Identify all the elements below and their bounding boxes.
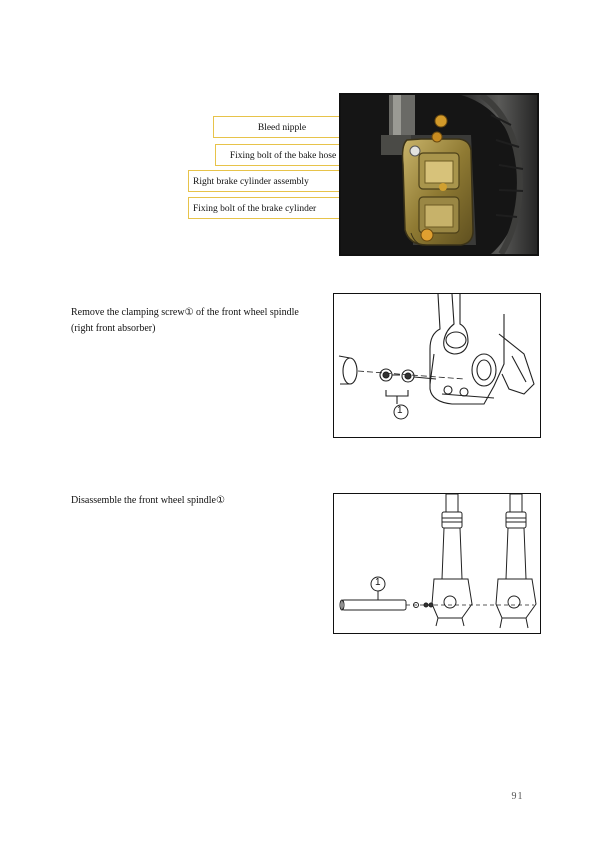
brake-caliper-photo [339,93,539,256]
step-text-line: Remove the clamping screw① of the front wheel spindle [71,307,299,318]
front-wheel-spindle-figure [333,493,541,634]
step-text-line: (right front absorber) [71,323,156,334]
step-remove-clamping-screw [71,305,331,337]
step-disassemble-spindle: Disassemble the front wheel spindle① [71,495,225,506]
callout-bleed-nipple: Bleed nipple [213,116,351,138]
fork-bottom-drawing [334,294,539,436]
callout-cylinder-fixing-bolt: Fixing bolt of the brake cylinder [188,197,346,219]
brake-caliper-illustration [341,95,537,254]
front-fork-spindle-drawing [334,494,539,632]
figure-callout-label: 1 [397,405,403,416]
page-number: 91 [511,791,524,802]
callout-hose-fixing-bolt: Fixing bolt of the bake hose [215,144,351,166]
clamping-screw-figure [333,293,541,438]
figure-callout-label: 1 [375,577,381,588]
callout-brake-cylinder-assembly: Right brake cylinder assembly [188,170,346,192]
